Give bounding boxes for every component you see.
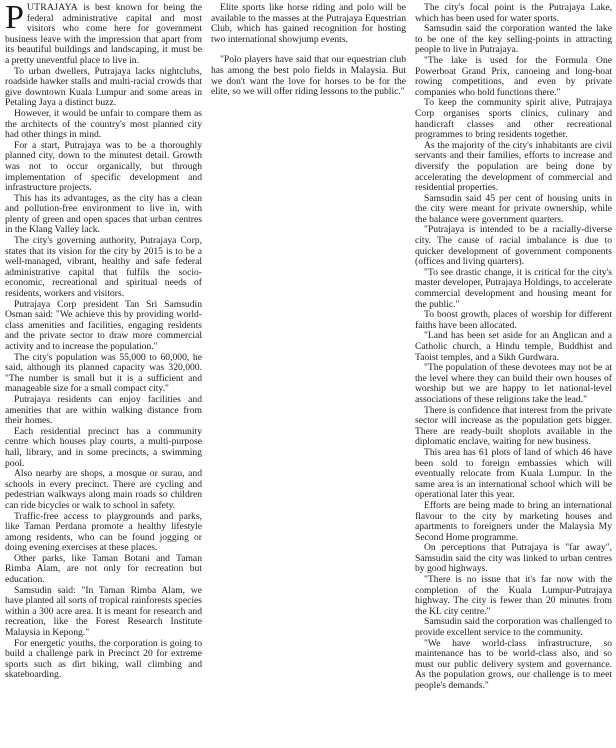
paragraph: Efforts are being made to bring an international flavour to the city by marketing houses and apartments to foreigners under the Malaysia My Second Home programme. <box>415 499 612 543</box>
paragraph: Each residential precinct has a community centre which houses play courts, a multi-purpose hall, library, and in some precincts, a swimming pool. <box>5 425 202 469</box>
paragraph: Putrajaya Corp president Tan Sri Samsudin Osman said: "We achieve this by providing world-class amenities and facilities, engaging residents and the private sector to draw more commercial activity and to increase the population." <box>5 298 202 352</box>
paragraph: Samsudin said the corporation wanted the lake to be one of the key selling-points in attracting people to live in Putrajaya. <box>415 23 612 56</box>
drop-cap: P <box>5 0 24 36</box>
lead-text: is best known for being the federal administrative capital and most visitors who come here for government business leave with the impression that apart from its beautiful buildings and landscaping, it must be a pretty uneventful place to live in. <box>5 2 202 66</box>
paragraph: Traffic-free access to playgrounds and parks, like Taman Perdana promote a healthy lifestyle among residents, who can be found jogging or doing evening exercises at these places. <box>5 510 202 554</box>
paragraph: The city's population was 55,000 to 60,000, he said, although its planned capacity was 320,000. "The number is small but it is a sufficient and manageable size for a small compact city." <box>5 351 202 395</box>
paragraph: Also nearby are shops, a mosque or surau, and schools in every precinct. There are cycling and pedestrian walkways along main roads so children can ride bicycles or walk to school in safety. <box>5 468 202 511</box>
paragraph: Samsudin said 45 per cent of housing units in the city were meant for private ownership, while the balance were government quarters. <box>415 192 612 225</box>
paragraph: "Putrajaya is intended to be a racially-diverse city. The cause of racial imbalance is due to quicker development of government components (offices and living quarters). <box>415 224 612 268</box>
paragraph: This area has 61 plots of land of which 46 have been sold to foreign embassies which will eventually relocate from Kuala Lumpur. In the same area is an international school which will be operational later this year. <box>415 446 612 501</box>
article-column-3 <box>415 3 612 692</box>
lead-caps: UTRAJAYA <box>26 2 79 13</box>
paragraph: There is confidence that interest from the private sector will increase as the population gets bigger. There are ready-built shoplots available in the diplomatic enclave, waiting for new business. <box>415 404 612 448</box>
quote-paragraph: "Polo players have said that our equestrian club has among the best polo fields in Malaysia. But we don't want the love for horses to be for the elite, so we will offer riding lessons to the public." <box>211 54 406 98</box>
paragraph: For a start, Putrajaya was to be a thoroughly planned city, down to the minutest detail. Growth was not to occur organically, but through implementation of specific development and infrastructure projects. <box>5 139 202 194</box>
paragraph: To urban dwellers, Putrajaya lacks nightclubs, roadside hawker stalls and multi-racial crowds that give downtown Kuala Lumpur and some areas in Petaling Jaya a distinct buzz. <box>5 65 202 109</box>
paragraph: Samsudin said: "In Taman Rimba Alam, we have planted all sorts of tropical rainforests species within a 300 acre area. It is meant for research and recreation, like the Forest Research Institute Malaysia in Kepong." <box>5 584 202 639</box>
paragraph: "To see drastic change, it is critical for the city's master developer, Putrajaya Holdings, to accelerate commercial development and housing meant for the public." <box>415 266 613 310</box>
paragraph: Elite sports like horse riding and polo will be available to the masses at the Putrajaya Equestrian Club, which has gained recognition for hosting two international showjump events. <box>211 2 406 45</box>
paragraph: "We have world-class infrastructure, so maintenance has to be world-class also, and so must our public delivery system and governance. As the population grows, our challenge is to meet people's demands." <box>415 637 612 691</box>
paragraph: On perceptions that Putrajaya is "far away", Samsudin said the city was linked to urban centres by good highways. <box>415 542 612 575</box>
paragraph: However, it would be unfair to compare them as the architects of the country's most planned city had other things in mind. <box>5 107 202 141</box>
lead-paragraph <box>5 0 202 67</box>
paragraph: "The lake is used for the Formula One Powerboat Grand Prix, canoeing and long-boat rowing competitions, and even by private companies who hold functions there." <box>415 54 612 98</box>
paragraph: For energetic youths, the corporation is going to build a challenge park in Precinct 20 for extreme sports such as dirt biking, wall climbing and skateboarding. <box>5 637 202 681</box>
paragraph: To keep the community spirit alive, Putrajaya Corp organises sports clinics, culinary and handicraft classes and other recreational programmes to bring residents together. <box>415 97 612 141</box>
paragraph: Putrajaya residents can enjoy facilities and amenities that are within walking distance from their homes. <box>5 393 202 427</box>
article-column-2 <box>211 3 406 98</box>
paragraph: As the majority of the city's inhabitants are civil servants and their families, efforts to increase and diversify the population are being done by accelerating the development of commercial and residential properties. <box>415 139 612 194</box>
paragraph: "There is no issue that it's far now with the completion of the Kuala Lumpur-Putrajaya highway. The city is fewer than 20 minutes from the KL city centre." <box>415 574 612 617</box>
paragraph: This has its advantages, as the city has a clean and pollution-free environment to live in, with plenty of green and open spaces that urban centres in the Klang Valley lack. <box>5 192 202 236</box>
paragraph: The city's focal point is the Putrajaya Lake, which has been used for water sports. <box>415 2 612 24</box>
paragraph: "Land has been set aside for an Anglican and a Catholic church, a Hindu temple, Buddhist and Taoist temples, and a Sikh Gurdwara. <box>415 330 612 363</box>
paragraph: To boost growth, places of worship for different faiths have been allocated. <box>415 309 612 331</box>
paragraph: "The population of these devotees may not be at the level where they can build their own houses of worship but we are happy to let national-level associations of these religions take the lead." <box>415 362 612 405</box>
article-column-1 <box>5 0 202 681</box>
paragraph: Other parks, like Taman Botani and Taman Rimba Alam, are not only for recreation but education. <box>5 552 202 586</box>
paragraph: The city's governing authority, Putrajaya Corp, states that its vision for the city by 2015 is to be a well-managed, vibrant, healthy and safe federal administrative capital that fulfils the socio-economic, recreational and spiritual needs of residents, workers and visitors. <box>5 235 202 300</box>
paragraph: Samsudin said the corporation was challenged to provide excellent service to the community. <box>415 616 612 639</box>
